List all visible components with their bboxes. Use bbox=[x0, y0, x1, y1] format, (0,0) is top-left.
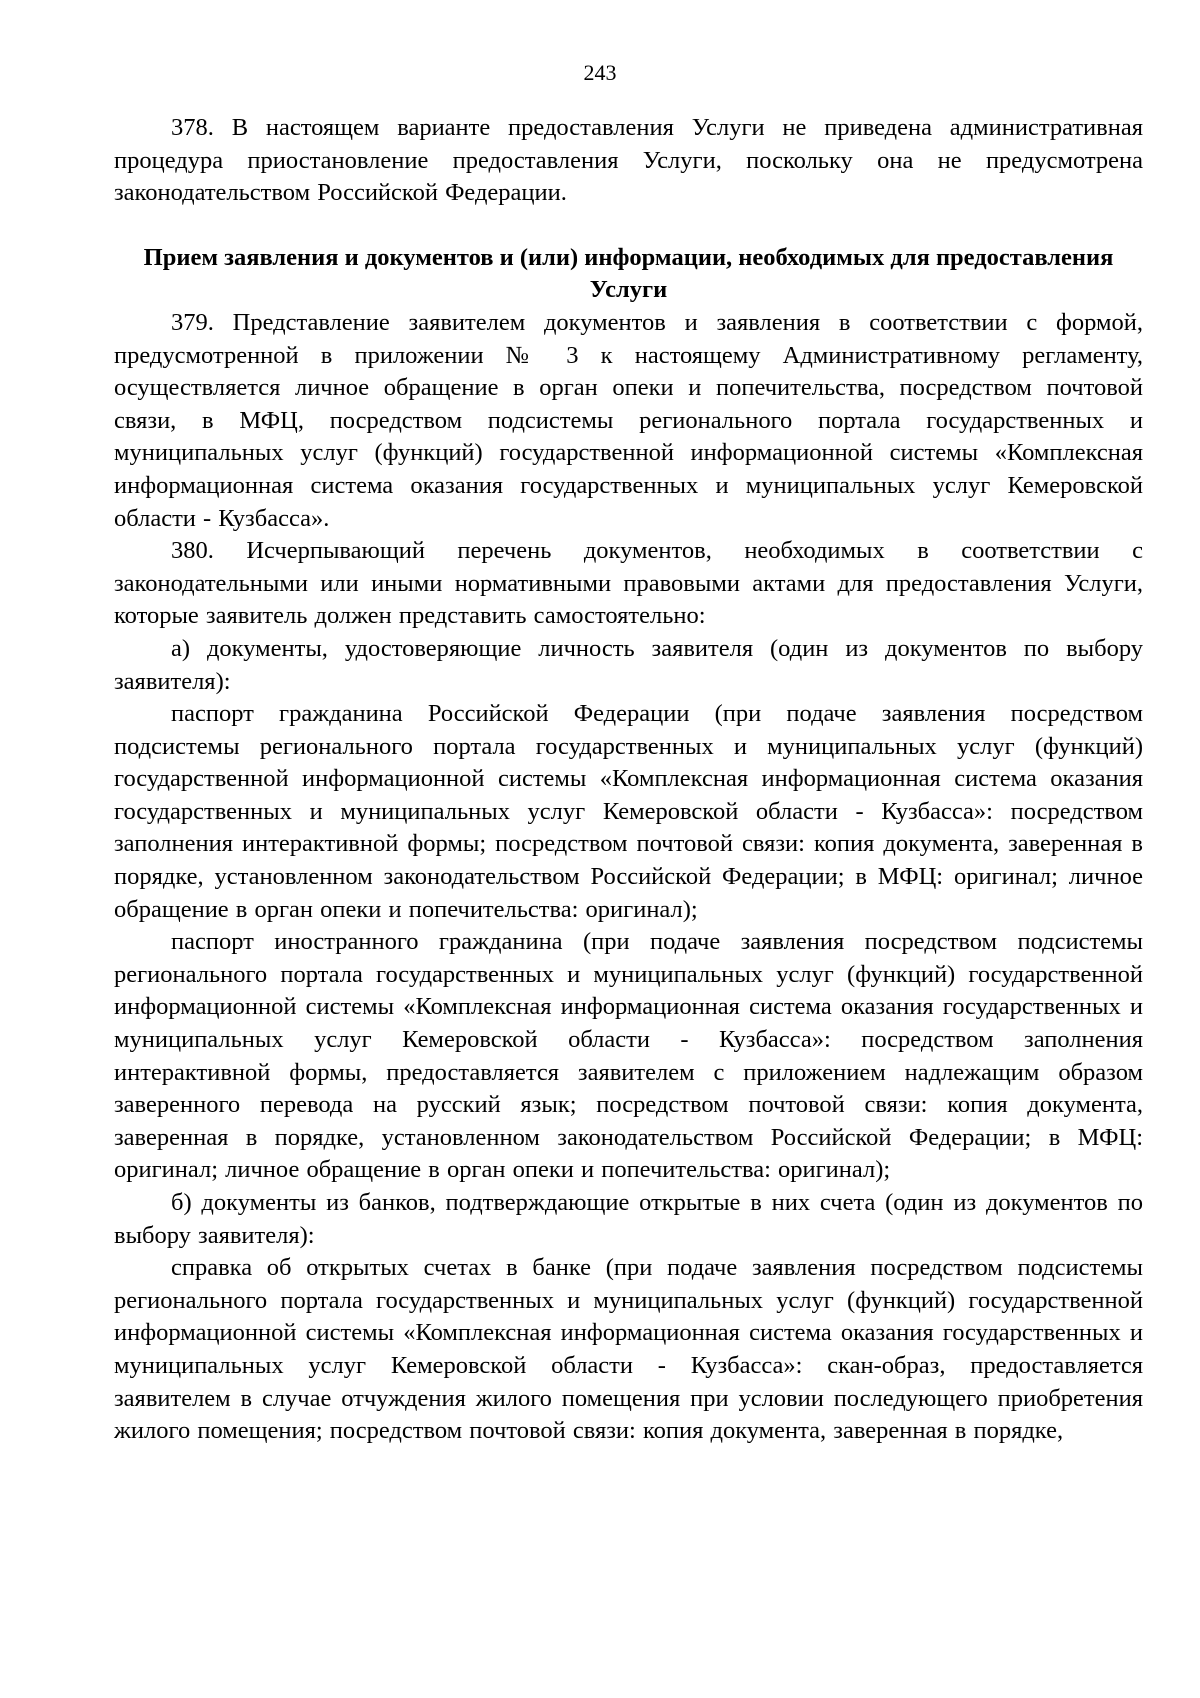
paragraph-bank-statement: справка об открытых счетах в банке (при подаче заявления посредством подсистемы регионального портала государственных и муниципальных услуг (функций) государственной информационной системы «Комплексная информационная система оказания государственных и муниципальных услуг Кемеровской области - Кузбасса»: скан-образ, предоставляется заявителем в случае отчуждения жилого помещения при условии последующего приобретения жилого помещения; посредством почтовой связи: копия документа, заверенная в порядке, bbox=[114, 1254, 1143, 1445]
paragraph-380: 380. Исчерпывающий перечень документов, необходимых в соответствии с законодательными или иными нормативными правовыми актами для предоставления Услуги, которые заявитель должен представить самостоятельно: bbox=[114, 537, 1143, 630]
list-item-a: а) документы, удостоверяющие личность заявителя (один из документов по выбору заявителя): bbox=[114, 634, 1143, 695]
paragraph-passport-rf: паспорт гражданина Российской Федерации (при подаче заявления посредством подсистемы регионального портала государственных и муниципальных услуг (функций) государственной информационной системы «Комплексная информационная система оказания государственных и муниципальных услуг Кемеровской области - Кузбасса»: посредством заполнения интерактивной формы; посредством почтовой связи: копия документа, заверенная в порядке, установленном законодательством Российской Федерации; в МФЦ: оригинал; личное обращение в орган опеки и попечительства: оригинал); bbox=[114, 700, 1143, 923]
document-body bbox=[114, 112, 1143, 1448]
page-number: 243 bbox=[583, 60, 617, 85]
list-item-b: б) документы из банков, подтверждающие открытые в них счета (один из документов по выбору заявителя): bbox=[114, 1189, 1143, 1249]
paragraph-378: 378. В настоящем варианте предоставления Услуги не приведена административная процедура приостановление предоставления Услуги, поскольку она не предусмотрена законодательством Российской Федерации. bbox=[114, 114, 1143, 207]
paragraph-passport-foreign: паспорт иностранного гражданина (при подаче заявления посредством подсистемы регионального портала государственных и муниципальных услуг (функций) государственной информационной системы «Комплексная информационная система оказания государственных и муниципальных услуг Кемеровской области - Кузбасса»: посредством заполнения интерактивной формы, предоставляется заявителем с приложением надлежащим образом заверенного перевода на русский язык; посредством почтовой связи: копия документа, заверенная в порядке, установленном законодательством Российской Федерации; в МФЦ: оригинал; личное обращение в орган опеки и попечительства: оригинал); bbox=[114, 928, 1143, 1184]
section-heading: Прием заявления и документов и (или) информации, необходимых для предоставления Услуги bbox=[143, 243, 1114, 304]
paragraph-379: 379. Представление заявителем документов и заявления в соответствии с формой, предусмотренной в приложении № 3 к настоящему Административному регламенту, осуществляется личное обращение в орган опеки и попечительства, посредством почтовой связи, в МФЦ, посредством подсистемы регионального портала государственных и муниципальных услуг (функций) государственной информационной системы «Комплексная информационная система оказания государственных и муниципальных услуг Кемеровской области - Кузбасса». bbox=[114, 308, 1143, 532]
